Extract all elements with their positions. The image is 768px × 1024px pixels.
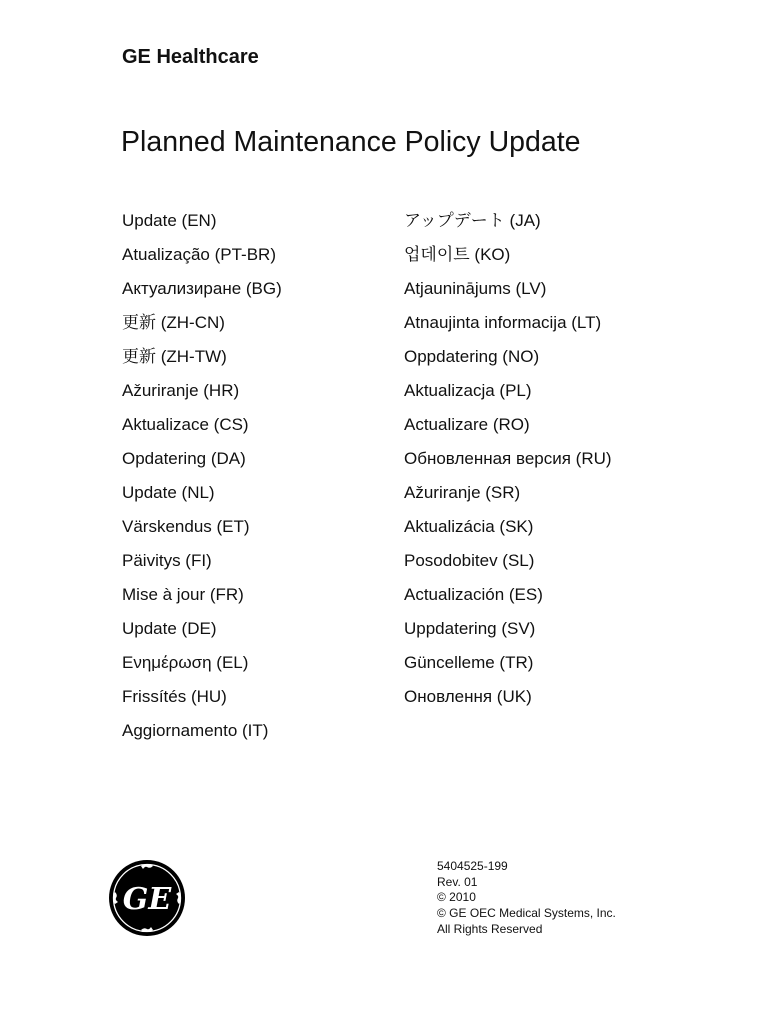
translation-item-ko: 업데이트 (KO) (404, 245, 511, 264)
page-title: Planned Maintenance Policy Update (121, 126, 581, 158)
translation-item-no: Oppdatering (NO) (404, 347, 540, 366)
translation-item-ro: Actualizare (RO) (404, 415, 530, 434)
translation-item-sv: Uppdatering (SV) (404, 619, 536, 638)
translation-item-en: Update (EN) (122, 211, 217, 230)
translation-item-bg: Актуализиране (BG) (122, 279, 282, 298)
translation-item-ru: Обновленная версия (RU) (404, 449, 612, 468)
document-info (437, 859, 616, 937)
translation-item-lt: Atnaujinta informacija (LT) (404, 313, 602, 332)
translation-item-pl: Aktualizacja (PL) (404, 381, 532, 400)
translation-item-fr: Mise à jour (FR) (122, 585, 244, 604)
translation-item-es: Actualización (ES) (404, 585, 543, 604)
translation-item-hu: Frissítés (HU) (122, 687, 227, 706)
translation-item-ja: アップデート (JA) (404, 211, 541, 230)
translation-item-tr: Güncelleme (TR) (404, 653, 534, 672)
translation-item-it: Aggiornamento (IT) (122, 721, 269, 740)
translation-item-cs: Aktualizace (CS) (122, 415, 249, 434)
translation-item-el: Ενημέρωση (EL) (122, 653, 249, 672)
translation-item-zh-cn: 更新 (ZH-CN) (122, 313, 225, 332)
translation-item-da: Opdatering (DA) (122, 449, 246, 468)
translation-item-pt-br: Atualização (PT-BR) (122, 245, 276, 264)
translation-item-et: Värskendus (ET) (122, 517, 250, 536)
translation-item-sk: Aktualizácia (SK) (404, 517, 534, 536)
translation-item-nl: Update (NL) (122, 483, 215, 502)
revision: Rev. 01 (437, 874, 478, 889)
translation-item-zh-tw: 更新 (ZH-TW) (122, 347, 227, 366)
copyright-year: © 2010 (437, 890, 476, 905)
translation-item-fi: Päivitys (FI) (122, 551, 212, 570)
translation-item-uk: Оновлення (UK) (404, 687, 532, 706)
rights-statement: All Rights Reserved (437, 921, 543, 936)
translation-item-sl: Posodobitev (SL) (404, 551, 535, 570)
translation-item-sr: Ažuriranje (SR) (404, 483, 521, 502)
translation-item-lv: Atjauninājums (LV) (404, 279, 547, 298)
translation-item-hr: Ažuriranje (HR) (122, 381, 240, 400)
copyright-holder: © GE OEC Medical Systems, Inc. (437, 906, 616, 921)
brand-name: GE Healthcare (122, 46, 259, 68)
translation-item-de: Update (DE) (122, 619, 217, 638)
part-number: 5404525-199 (437, 859, 508, 873)
translations-right-column (404, 204, 612, 714)
ge-logo-icon (107, 858, 187, 938)
logo-lettering: GE (122, 882, 172, 917)
translations-left-column (122, 204, 282, 748)
